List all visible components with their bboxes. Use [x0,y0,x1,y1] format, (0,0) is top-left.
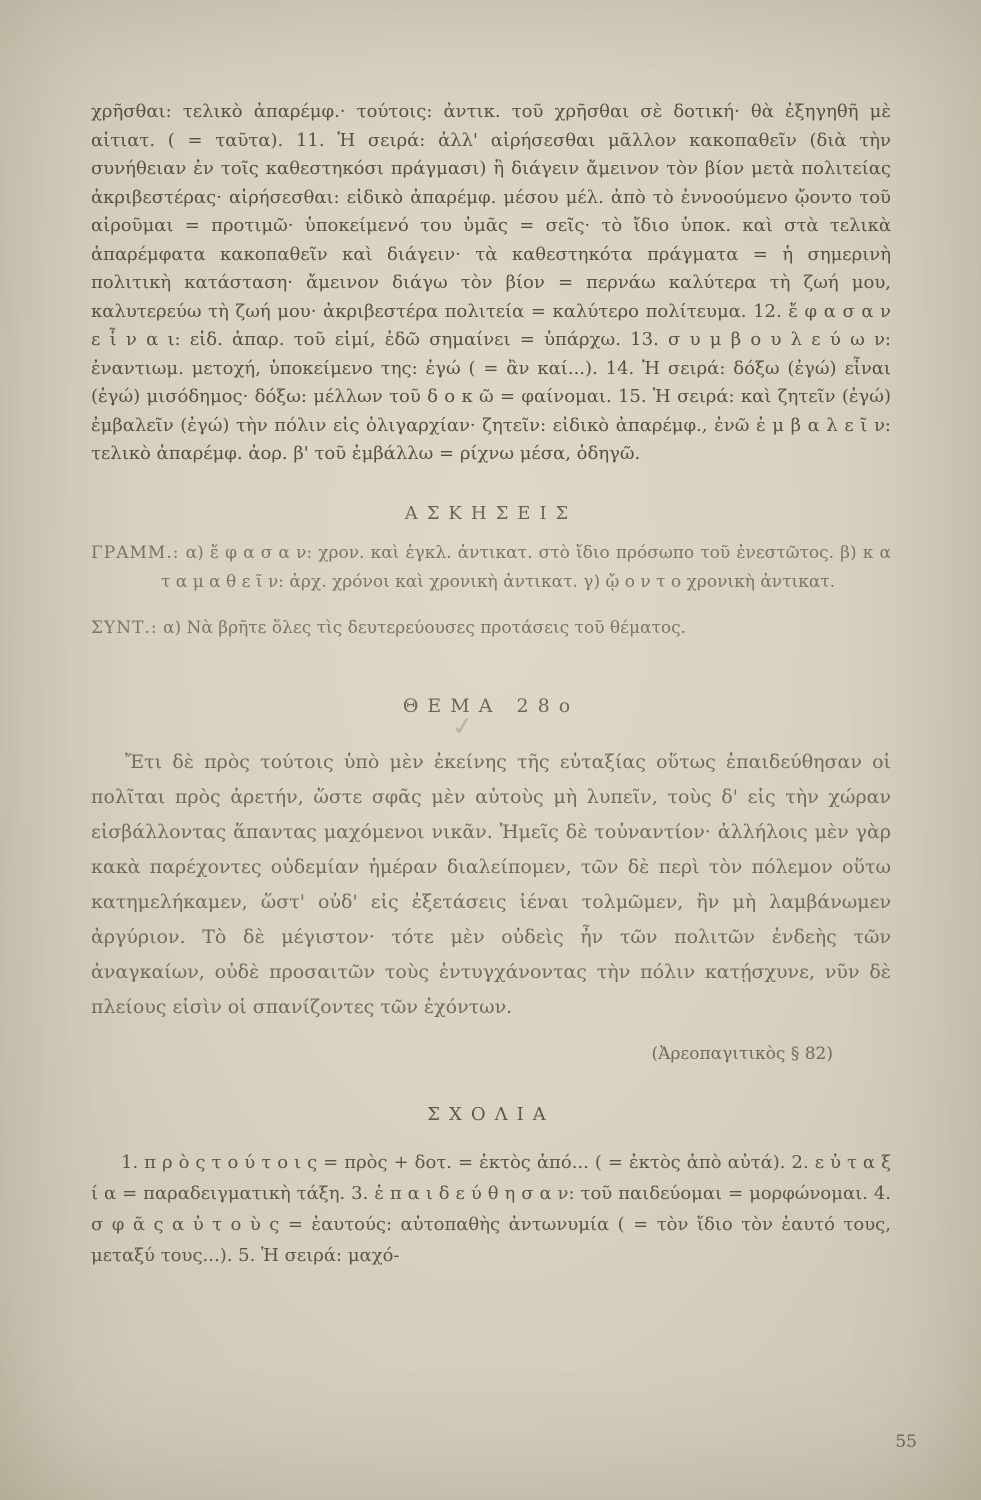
theme-body-paragraph: Ἔτι δὲ πρὸς τούτοις ὑπὸ μὲν ἐκείνης τῆς εὐταξίας οὕτως ἐπαιδεύθησαν οἱ πολῖται πρὸς ἀρετήν, ὥστε σφᾶς μὲν αὐτοὺς μὴ λυπεῖν, τοὺς δ' εἰς τὴν χώραν εἰσβάλλοντας ἅπαντας μαχόμενοι νικᾶν. Ἡμεῖς δὲ τοὐναντίον· ἀλλήλοις μὲν γὰρ κακὰ παρέχοντες οὐδεμίαν ἡμέραν διαλείπομεν, τῶν δὲ περὶ τὸν πόλεμον οὕτω κατημελήκαμεν, ὥστ' οὐδ' εἰς ἐξετάσεις ἰέναι τολμῶμεν, ἢν μὴ λαμβάνωμεν ἀργύριον. Τὸ δὲ μέγιστον· τότε μὲν οὐδεὶς ἦν τῶν πολιτῶν ἐνδεὴς τῶν ἀναγκαίων, οὐδὲ προσαιτῶν τοὺς ἐντυγχάνοντας τὴν πόλιν κατῄσχυνε, νῦν δὲ πλείους εἰσὶν οἱ σπανίζοντες τῶν ἐχόντων. [91,750,891,1018]
intro-paragraph: χρῆσθαι: τελικὸ ἀπαρέμφ.· τούτοις: ἀντικ. τοῦ χρῆσθαι σὲ δοτική· θὰ ἐξηγηθῆ μὲ αἰτιατ. ( = ταῦτα). 11. Ἡ σειρά: ἀλλ' αἱρήσεσθαι μᾶλλον κακοπαθεῖν (διὰ τὴν συνήθειαν ἐν τοῖς καθεστηκόσι πράγμασι) ἢ διάγειν ἄμεινον τὸν βίον μετὰ πολιτείας ἀκριβεστέρας· αἱρήσεσθαι: εἰδικὸ ἀπαρέμφ. μέσου μέλ. ἀπὸ τὸ ἐννοούμενο ᾤοντο τοῦ αἱροῦμαι = προτιμῶ· ὑποκείμενό του ὑμᾶς = σεῖς· τὸ ἴδιο ὑποκ. καὶ στὰ τελικὰ ἀπαρέμφατα κακοπαθεῖν καὶ διάγειν· τὰ καθεστηκότα πράγματα = ἡ σημερινὴ πολιτικὴ κατάσταση· ἄμεινον διάγω τὸν βίον = περνάω καλύτερα τὴ ζωή μου, καλυτερεύω τὴ ζωή μου· ἀκριβεστέρα πολιτεία = καλύτερο πολίτευμα. 12. ἔ φ α σ α ν ε ἶ ν α ι: εἰδ. ἀπαρ. τοῦ εἰμί, ἐδῶ σημαίνει = ὑπάρχω. 13. σ υ μ β ο υ λ ε ύ ω ν: ἐναντιωμ. μετοχή, ὑποκείμενο της: ἐγώ ( = ἂν καί...). 14. Ἡ σειρά: δόξω (ἐγώ) εἶναι (ἐγώ) μισόδημος· δόξω: μέλλων τοῦ δ ο κ ῶ = φαίνομαι. 15. Ἡ σειρά: καὶ ζητεῖν (ἐγώ) ἐμβαλεῖν (ἐγώ) τὴν πόλιν εἰς ὀλιγαρχίαν· ζητεῖν: εἰδικὸ ἀπαρέμφ., ἐνῶ ἐ μ β α λ ε ῖ ν: τελικὸ ἀπαρέμφ. ἀορ. β' τοῦ ἐμβάλλω = ρίχνω μέσα, ὁδηγῶ. [91,101,891,464]
exercise-item-gramm [91,539,891,597]
exercise-item-synt [91,614,891,643]
pencil-check-icon: ✓ [450,710,476,744]
page-number: 55 [895,1432,917,1452]
exercise-label: ΓΡΑΜΜ.: [91,542,180,563]
page-content [91,80,891,1289]
scholia-heading: ΣΧΟΛΙΑ [427,1103,555,1125]
exercise-text: α) Νὰ βρῆτε ὅλες τὶς δευτερεύουσες προτάσεις τοῦ θέματος. [163,617,687,638]
source-attribution: (Ἀρεοπαγιτικὸς § 82) [651,1043,833,1064]
exercise-text: α) ἔ φ α σ α ν: χρον. καὶ ἐγκλ. ἀντικατ. στὸ ἴδιο πρόσωπο τοῦ ἐνεστῶτος. β) κ α τ α μ α θ ε ῖ ν: ἀρχ. χρόνοι καὶ χρονικὴ ἀντικατ. γ) ᾤ ο ν τ ο χρονικὴ ἀντικατ. [161,542,891,592]
scholia-paragraph: 1. π ρ ὸ ς τ ο ύ τ ο ι ς = πρὸς + δοτ. = ἐκτὸς ἀπό... ( = ἐκτὸς ἀπὸ αὐτά). 2. ε ὐ τ α ξ ί α = παραδειγματικὴ τάξη. 3. ἐ π α ι δ ε ύ θ η σ α ν: τοῦ παιδεύομαι = μορφώνομαι. 4. σ φ ᾶ ς α ὐ τ ο ὺ ς = ἑαυτούς: αὐτοπαθὴς ἀντωνυμία ( = τὸν ἴδιο τὸν ἑαυτό τους, μεταξύ τους...). 5. Ἡ σειρά: μαχό- [91,1151,891,1266]
theme-heading: ΘΕΜΑ 28ο [402,694,580,717]
exercise-label: ΣΥΝΤ.: [91,617,158,638]
exercises-heading: ΑΣΚΗΣΕΙΣ [404,502,578,524]
